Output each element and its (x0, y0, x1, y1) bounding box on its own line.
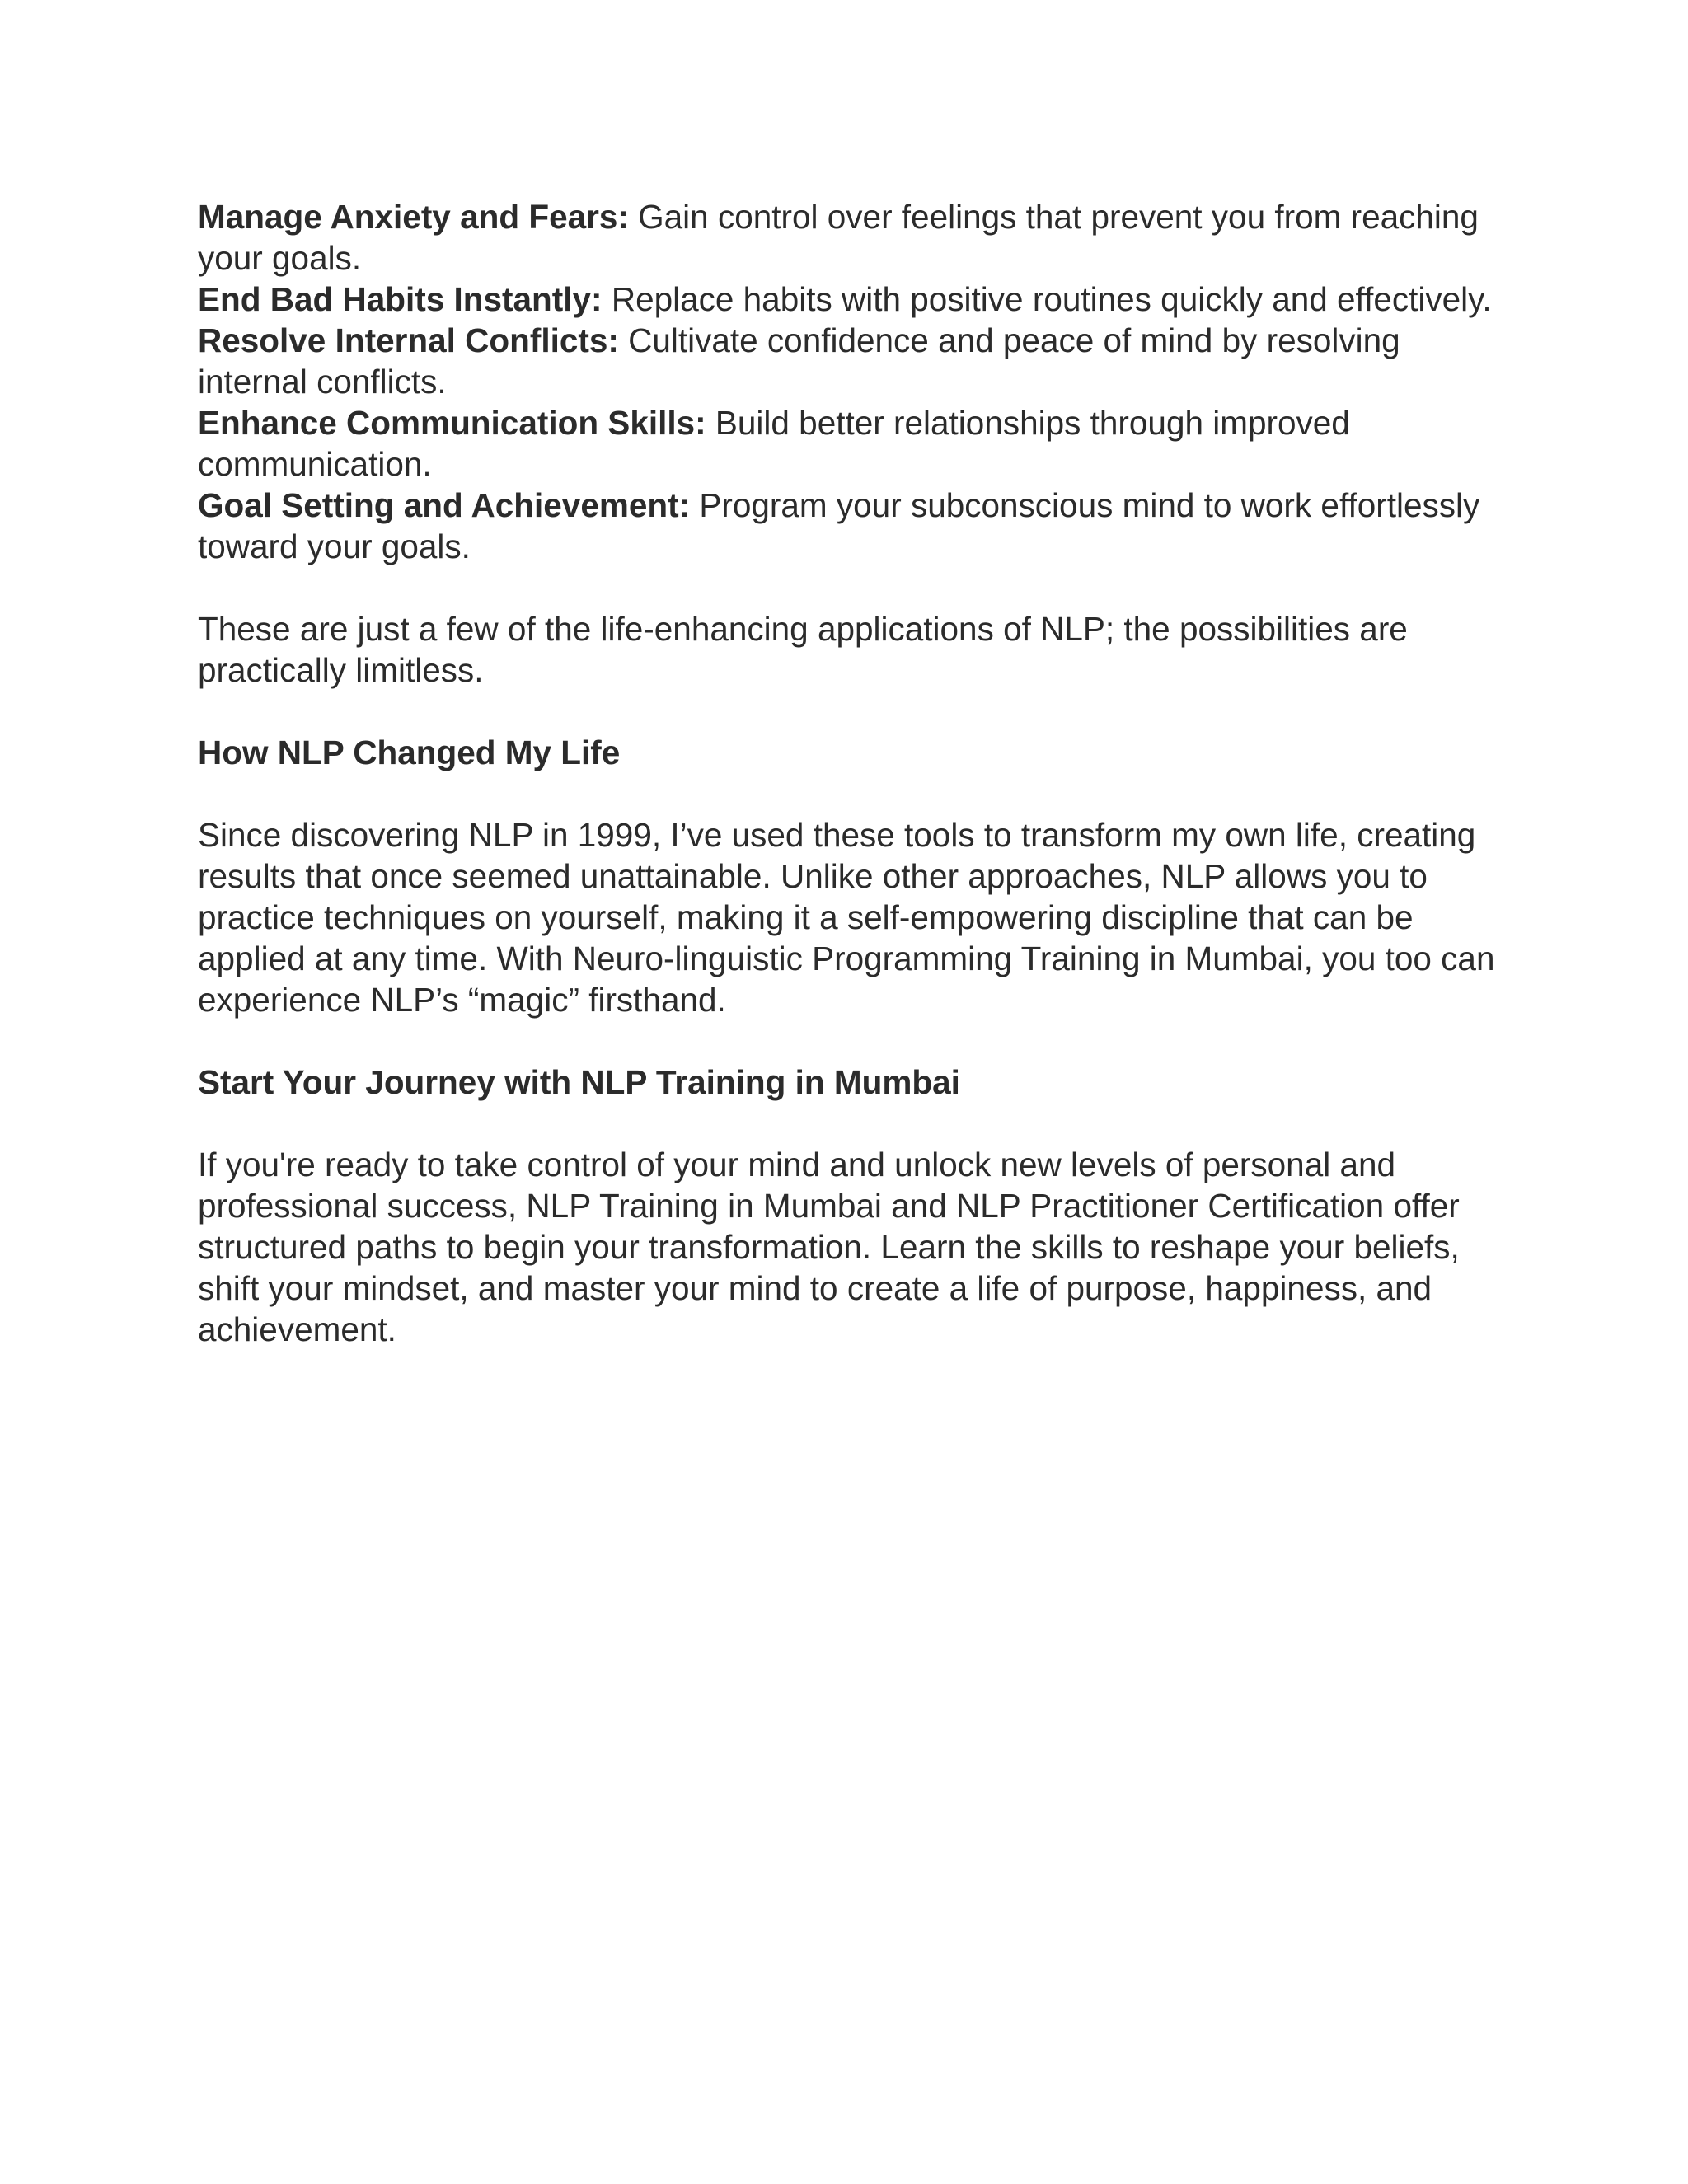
benefit-item (198, 320, 1508, 402)
benefit-item (198, 196, 1508, 279)
benefit-title: Goal Setting and Achievement: (198, 486, 691, 524)
benefit-title: Manage Anxiety and Fears: (198, 198, 629, 236)
section-heading-how-nlp-changed: How NLP Changed My Life (198, 733, 621, 771)
benefit-text: Cultivate confidence and peace of mind by resolving internal conflicts. (198, 321, 1400, 401)
benefit-text: Replace habits with positive routines quickly and effectively. (602, 280, 1492, 318)
section-body-start-journey: If you're ready to take control of your mind and unlock new levels of personal and professional success, NLP Training in Mumbai and NLP Practitioner Certification offer structured paths to begin your transformation. Learn the skills to reshape your beliefs, shift your mindset, and master your mind to create a life of purpose, happiness, and achievement. (198, 1146, 1460, 1348)
benefit-item (198, 485, 1508, 567)
summary-paragraph: These are just a few of the life-enhancing applications of NLP; the possibilities are practically limitless. (198, 610, 1408, 689)
benefit-text: Gain control over feelings that prevent you from reaching your goals. (198, 198, 1479, 277)
benefit-item (198, 402, 1508, 485)
section-body-how-nlp-changed: Since discovering NLP in 1999, I’ve used these tools to transform my own life, creating results that once seemed unattainable. Unlike other approaches, NLP allows you to practice techniques on yourself, making it a self-empowering discipline that can be applied at any time. With Neuro-linguistic Programming Training in Mumbai, you too can experience NLP’s “magic” firsthand. (198, 816, 1495, 1019)
benefit-text: Build better relationships through improved communication. (198, 404, 1350, 483)
benefit-text: Program your subconscious mind to work effortlessly toward your goals. (198, 486, 1480, 565)
benefit-title: Resolve Internal Conflicts: (198, 321, 619, 359)
section-heading-start-journey: Start Your Journey with NLP Training in Mumbai (198, 1063, 960, 1101)
benefit-title: End Bad Habits Instantly: (198, 280, 603, 318)
benefit-item (198, 279, 1508, 320)
benefit-title: Enhance Communication Skills: (198, 404, 706, 442)
document-body (198, 196, 1508, 1350)
